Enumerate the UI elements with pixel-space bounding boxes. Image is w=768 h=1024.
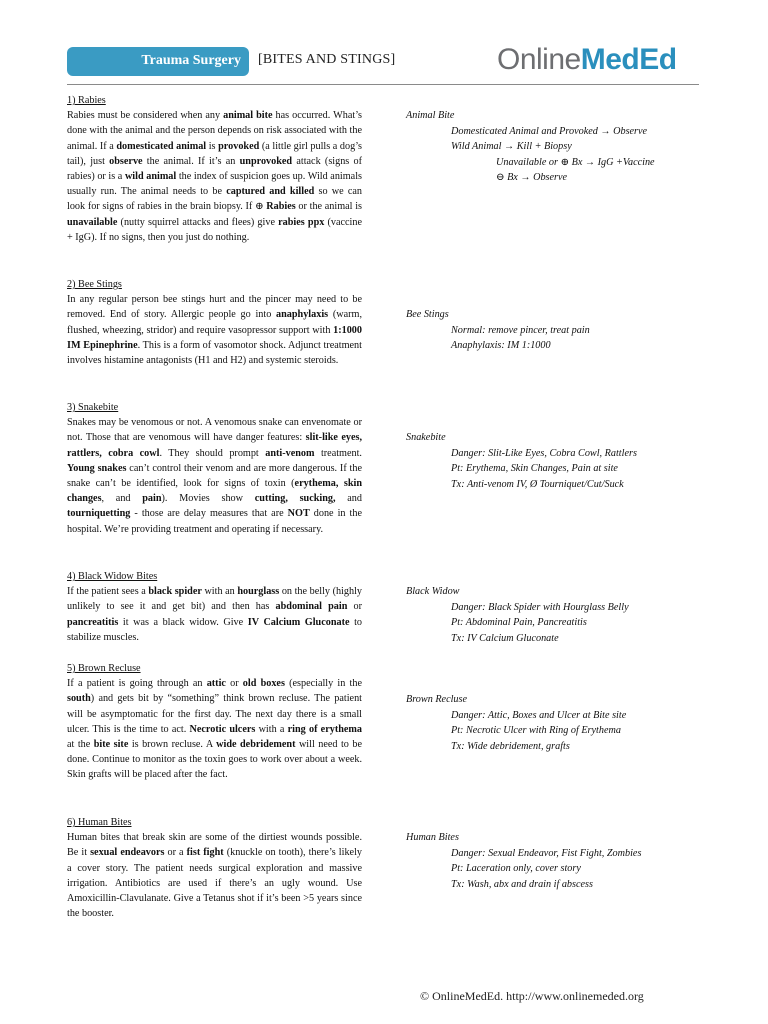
note-title: Animal Bite bbox=[406, 110, 455, 121]
note-line: Unavailable or ⊕ Bx → IgG +Vaccine bbox=[496, 156, 655, 168]
section-black-widow bbox=[67, 569, 362, 645]
note-title: Brown Recluse bbox=[406, 694, 468, 705]
section-snakebite bbox=[67, 400, 362, 537]
onlinemeded-logo: OnlineMedEd bbox=[497, 43, 677, 76]
note-line: Danger: Sexual Endeavor, Fist Fight, Zombies bbox=[451, 847, 642, 859]
section-body: Human bites that break skin are some of the dirtiest wounds possible. Be it sexual endeavors or a fist fight (knuckle on tooth), there’s likely a cover story. The patient needs surgical exploration and massive irrigation. Antibiotics are used if there’s an ugly wound. Use Amoxicillin-Clavulanate. Give a Tetanus shot if it’s been >5 years since the booster. bbox=[67, 832, 362, 920]
note-human-bites bbox=[406, 830, 706, 892]
section-heading: 4) Black Widow Bites bbox=[67, 571, 158, 582]
section-body: In any regular person bee stings hurt and the pincer may need to be removed. End of story. Allergic people go into anaphylaxis (warm, flushed, wheezing, stridor) and require vasopressor support with 1:1000 IM Epinephrine. This is a form of vasomotor shock. Adjunct treatment involves histamine antagonists (H1 and H2) and systemic steroids. bbox=[67, 294, 362, 367]
footer-copyright: © OnlineMedEd. http://www.onlinemeded.org bbox=[420, 989, 644, 1003]
section-body: If the patient sees a black spider with an hourglass on the belly (highly unlikely to see it and get bit) and then has abdominal pain or pancreatitis it was a black widow. Give IV Calcium Gluconate to stabilize muscles. bbox=[67, 586, 362, 643]
header-divider bbox=[67, 84, 699, 85]
section-heading: 3) Snakebite bbox=[67, 402, 119, 413]
section-body: If a patient is going through an attic or old boxes (especially in the south) and gets bit by “something” think brown recluse. The patient will be asymptomatic for the first day. The next day there is a small ulcer. This is the time to act. Necrotic ulcers with a ring of erythema at the bite site is brown recluse. A wide debridement will need to be done. Continue to monitor as the toxin goes to work over about a week. Skin grafts will be placed after the fact. bbox=[67, 678, 362, 781]
note-title: Bee Stings bbox=[406, 309, 449, 320]
note-line: Danger: Black Spider with Hourglass Belly bbox=[451, 601, 629, 613]
note-line: Domesticated Animal and Provoked → Observe bbox=[451, 125, 648, 137]
note-line: Normal: remove pincer, treat pain bbox=[451, 324, 590, 336]
note-black-widow bbox=[406, 584, 706, 646]
section-heading: 1) Rabies bbox=[67, 95, 106, 106]
section-rabies bbox=[67, 93, 362, 245]
note-animal-bite bbox=[406, 108, 706, 186]
note-line: Pt: Laceration only, cover story bbox=[451, 863, 581, 874]
note-line: Tx: IV Calcium Gluconate bbox=[451, 632, 559, 644]
note-line: Anaphylaxis: IM 1:1000 bbox=[451, 340, 551, 351]
note-line: Tx: Wide debridement, grafts bbox=[451, 740, 570, 752]
note-bee-stings bbox=[406, 307, 706, 354]
note-title: Snakebite bbox=[406, 432, 446, 443]
section-heading: 2) Bee Stings bbox=[67, 279, 122, 290]
note-line: Wild Animal → Kill + Biopsy bbox=[451, 141, 572, 152]
note-line: Pt: Abdominal Pain, Pancreatitis bbox=[451, 617, 587, 628]
note-line: Danger: Attic, Boxes and Ulcer at Bite site bbox=[451, 709, 627, 721]
section-bee-stings bbox=[67, 277, 362, 368]
note-line: ⊖ Bx → Observe bbox=[496, 172, 568, 183]
note-snakebite bbox=[406, 430, 706, 492]
page-subtitle: [BITES AND STINGS] bbox=[258, 52, 396, 67]
note-line: Pt: Erythema, Skin Changes, Pain at site bbox=[451, 463, 618, 474]
title-tab bbox=[67, 47, 249, 76]
section-heading: 6) Human Bites bbox=[67, 817, 132, 828]
note-brown-recluse bbox=[406, 692, 706, 754]
section-heading: 5) Brown Recluse bbox=[67, 663, 141, 674]
note-line: Danger: Slit-Like Eyes, Cobra Cowl, Rattlers bbox=[451, 447, 637, 459]
section-body: Snakes may be venomous or not. A venomous snake can envenomate or not. Those that are venomous will have danger features: slit-like eyes, rattlers, cobra cowl. They should prompt anti-venom treatment. Young snakes can’t control their venom and are more dangerous. If the snake can’t be identified, look for signs of toxin (erythema, skin changes, and pain). Movies show cutting, sucking, and tourniquetting - those are delay measures that are NOT done in the hospital. We’re providing treatment and operating if necessary. bbox=[67, 417, 363, 535]
note-line: Pt: Necrotic Ulcer with Ring of Erythema bbox=[451, 725, 621, 736]
note-line: Tx: Wash, abx and drain if abscess bbox=[451, 878, 593, 890]
section-brown-recluse bbox=[67, 661, 362, 783]
section-human-bites bbox=[67, 815, 362, 921]
note-title: Black Widow bbox=[406, 586, 460, 597]
section-body: Rabies must be considered when any animal bite has occurred. What’s done with the animal and the person depends on risk associated with the animal. If a domesticated animal is provoked (a little girl pulls a dog’s tail), just observe the animal. If it’s an unprovoked attack (signs of rabies) or is a wild animal the index of suspicion goes up. Wild animals usually run. The animal needs to be captured and killed so we can look for signs of rabies in the brain biopsy. If ⊕ Rabies or the animal is unavailable (nutty squirrel attacks and flees) give rabies ppx (vaccine + IgG). If no signs, then you just do nothing. bbox=[67, 110, 363, 243]
note-title: Human Bites bbox=[406, 832, 459, 843]
tab-title: Trauma Surgery bbox=[141, 53, 241, 68]
note-line: Tx: Anti-venom IV, Ø Tourniquet/Cut/Suck bbox=[451, 478, 624, 490]
